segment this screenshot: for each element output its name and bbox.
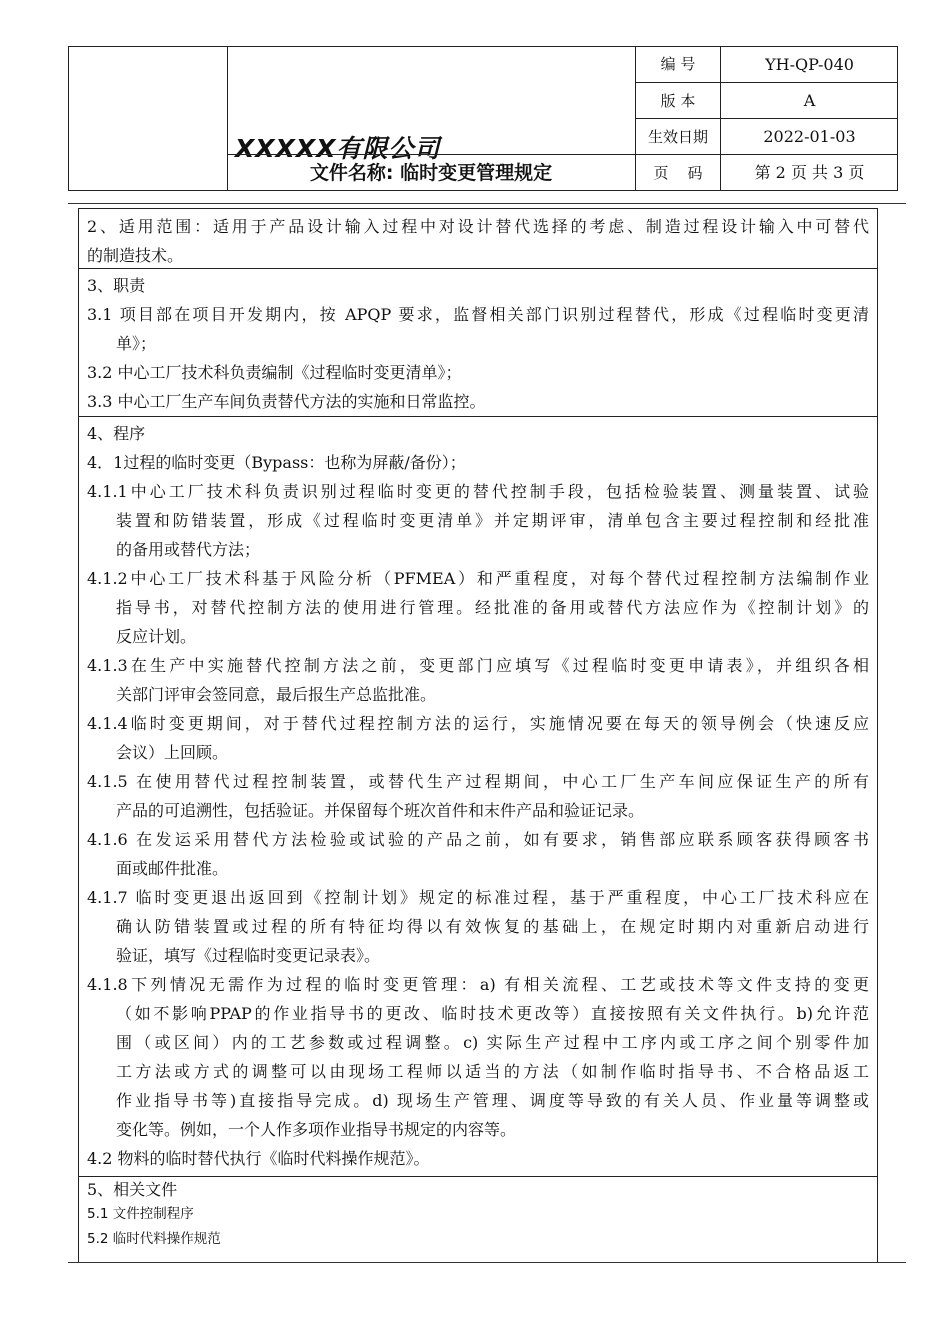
- document-title: 文件名称: 临时变更管理规定: [227, 154, 635, 191]
- meta-label: 编 号: [636, 47, 721, 82]
- text-line: 的备用或替代方法；: [116, 540, 261, 559]
- text-line: 2、适用范围：适用于产品设计输入过程中对设计替代选择的考虑、制造过程设计输入中可替代: [87, 217, 869, 236]
- section-duties: [79, 269, 877, 417]
- document-body-table: [78, 208, 878, 1263]
- text-line: 面或邮件批准。: [116, 859, 229, 878]
- text-line: 装置和防错装置，形成《过程临时变更清单》并定期评审，清单包含主要过程控制和经批准: [116, 511, 869, 530]
- meta-label: 页 码: [636, 155, 721, 191]
- meta-row-effective-date: [635, 118, 898, 155]
- text-line: 指导书，对替代控制方法的使用进行管理。经批准的备用或替代方法应作为《控制计划》的: [116, 598, 869, 617]
- meta-value: 第 2 页 共 3 页: [754, 163, 865, 182]
- meta-row-page: [635, 154, 898, 191]
- text-line: 产品的可追溯性，包括验证。并保留每个班次首件和末件产品和验证记录。: [116, 801, 645, 820]
- text-line: 4.1.2中心工厂技术科基于风险分析（PFMEA）和严重程度，对每个替代过程控制方法编制作业: [87, 569, 869, 588]
- header-separator: [68, 203, 906, 204]
- text-line: 变化等。例如，一个人作多项作业指导书规定的内容等。: [116, 1120, 517, 1139]
- text-line: 4.2 物料的临时替代执行《临时代料操作规范》。: [87, 1149, 430, 1168]
- text-line: 确认防错装置或过程的所有特征均得以有效恢复的基础上，在规定时期内对重新启动进行: [116, 917, 869, 936]
- meta-value: A: [803, 91, 816, 110]
- section-scope: [79, 209, 877, 269]
- meta-row-number: [635, 47, 898, 82]
- meta-row-version: [635, 82, 898, 119]
- section-procedure: [79, 417, 877, 1177]
- text-line: 的制造技术。: [87, 246, 184, 265]
- text-line: 会议）上回顾。: [116, 743, 229, 762]
- company-name: XXXXX有限公司: [235, 134, 441, 163]
- text-line: 验证，填写《过程临时变更记录表》。: [116, 946, 381, 965]
- text-line: 4.1.4临时变更期间，对于替代过程控制方法的运行，实施情况要在每天的领导例会（快速反应: [87, 714, 869, 733]
- section-heading: 3、职责: [87, 276, 146, 295]
- text-line: 4．1过程的临时变更（Bypass：也称为屏蔽/备份）；: [87, 453, 466, 472]
- text-line: 反应计划。: [116, 627, 197, 646]
- text-line: 4.1.5 在使用替代过程控制装置，或替代生产过程期间，中心工厂生产车间应保证生产的所有: [87, 772, 869, 791]
- text-line: 围（或区间）内的工艺参数或过程调整。c) 实际生产过程中工序内或工序之间个别零件加: [116, 1033, 869, 1052]
- section-related-documents: [79, 1177, 877, 1263]
- text-line: 工方法或方式的调整可以由现场工程师以适当的方法（如制作临时指导书、不合格品返工: [116, 1062, 869, 1081]
- section-heading: 5、相关文件: [87, 1180, 178, 1199]
- text-line: 3.1 项目部在项目开发期内，按 APQP 要求，监督相关部门识别过程替代，形成《过程临时变更清: [87, 305, 869, 324]
- meta-label: 生效日期: [636, 119, 721, 155]
- text-line: 4.1.7 临时变更退出返回到《控制计划》规定的标准过程，基于严重程度，中心工厂技术科应在: [87, 888, 869, 907]
- text-line: 作业指导书等)直接指导完成。d) 现场生产管理、调度等导致的有关人员、作业量等调整或: [116, 1091, 869, 1110]
- related-document-item: 5.1 文件控制程序: [87, 1206, 194, 1222]
- meta-value: YH-QP-040: [765, 55, 854, 74]
- document-meta: [635, 47, 897, 190]
- text-line: 单》；: [116, 334, 157, 353]
- text-line: （如不影响PPAP的作业指导书的更改、临时技术更改等）直接按照有关文件执行。b)允许范: [116, 1004, 869, 1023]
- section-heading: 4、程序: [87, 424, 146, 443]
- text-line: 3.3 中心工厂生产车间负责替代方法的实施和日常监控。: [87, 392, 486, 411]
- text-line: 关部门评审会签同意，最后报生产总监批准。: [116, 685, 437, 704]
- logo-cell: [69, 47, 228, 190]
- document-header-table: [68, 46, 898, 191]
- text-line: 4.1.8下列情况无需作为过程的临时变更管理：a) 有相关流程、工艺或技术等文件支持的变更: [87, 975, 869, 994]
- footer-separator: [68, 1262, 906, 1263]
- text-line: 4.1.6 在发运采用替代方法检验或试验的产品之前，如有要求，销售部应联系顾客获得顾客书: [87, 830, 869, 849]
- meta-value: 2022-01-03: [763, 127, 856, 146]
- text-line: 3.2 中心工厂技术科负责编制《过程临时变更清单》；: [87, 363, 462, 382]
- text-line: 4.1.3在生产中实施替代控制方法之前，变更部门应填写《过程临时变更申请表》，并组织各相: [87, 656, 869, 675]
- text-line: 4.1.1中心工厂技术科负责识别过程临时变更的替代控制手段，包括检验装置、测量装置、试验: [87, 482, 869, 501]
- related-document-item: 5.2 临时代料操作规范: [87, 1231, 221, 1247]
- meta-label: 版 本: [636, 83, 721, 119]
